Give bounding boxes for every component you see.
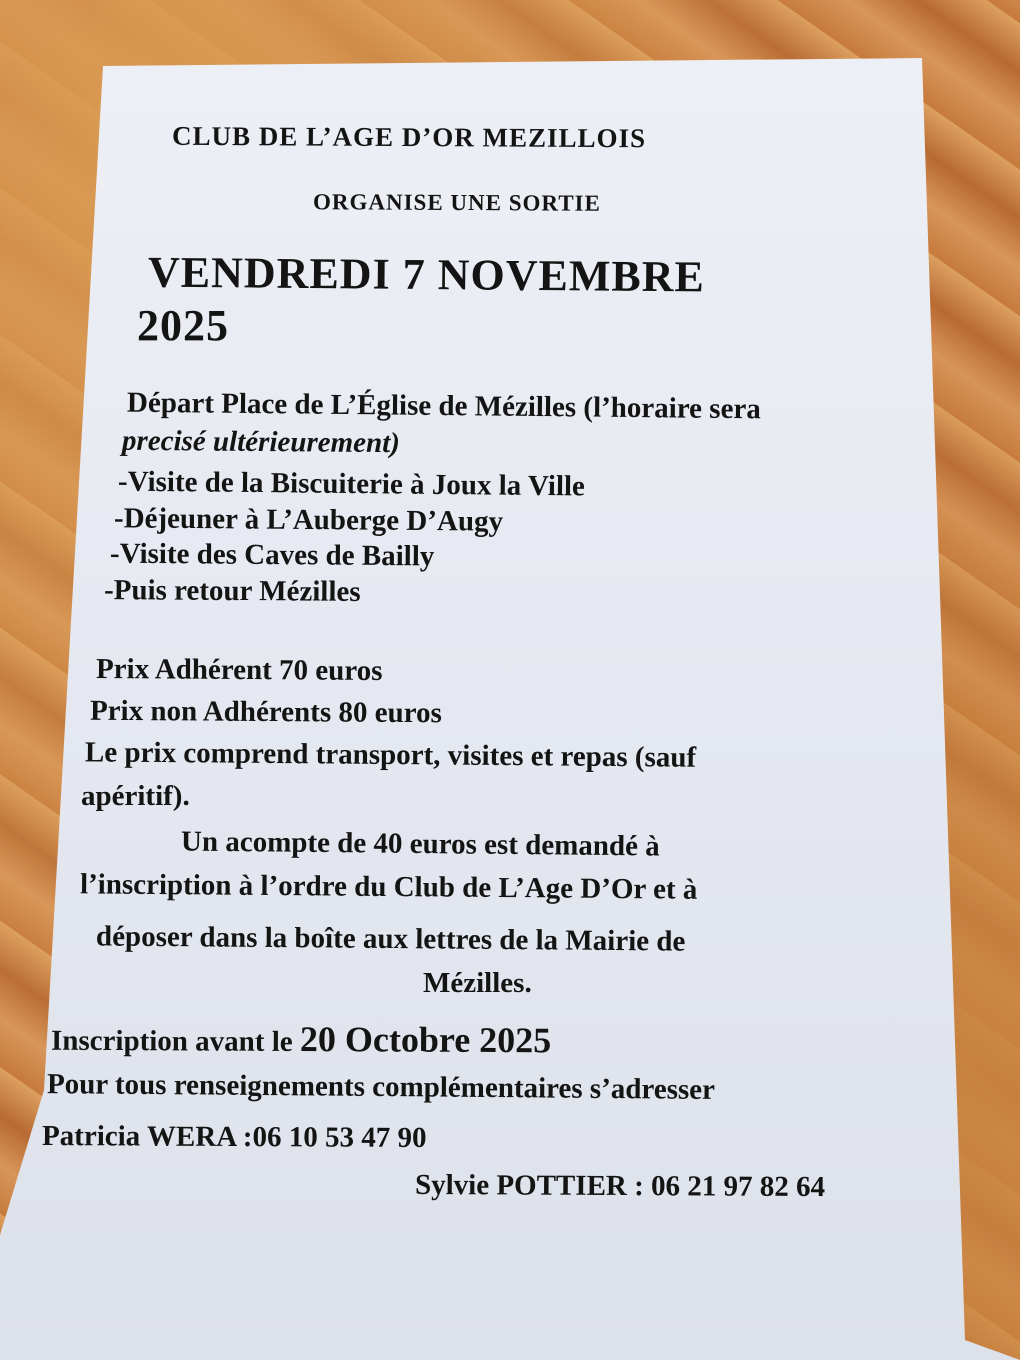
deposit-line: Mézilles. <box>423 967 532 999</box>
club-name: CLUB DE L’AGE D’OR MEZILLOIS <box>171 120 647 154</box>
price-includes-line1: Le prix comprend transport, visites et repas (sauf <box>84 736 697 774</box>
info-line: Pour tous renseignements complémentaires s’adresser <box>46 1068 716 1106</box>
registration-deadline <box>51 1020 551 1059</box>
deposit-line: Un acompte de 40 euros est demandé à <box>180 825 660 863</box>
itinerary-item: -Puis retour Mézilles <box>103 574 361 608</box>
contact-sylvie: Sylvie POTTIER : 06 21 97 82 64 <box>414 1168 826 1204</box>
price-non-member: Prix non Adhérents 80 euros <box>89 694 442 730</box>
event-date-line1: VENDREDI 7 NOVEMBRE <box>147 247 706 302</box>
itinerary-item: -Visite des Caves de Bailly <box>109 537 435 573</box>
contact-patricia: Patricia WERA :06 10 53 47 90 <box>41 1119 427 1155</box>
event-date-line2: 2025 <box>137 301 229 350</box>
itinerary-item: -Déjeuner à L’Auberge D’Augy <box>113 502 504 538</box>
registration-prefix: Inscription avant le <box>50 1024 301 1058</box>
registration-date: 20 Octobre 2025 <box>299 1018 552 1061</box>
price-includes-line2: apéritif). <box>81 780 190 812</box>
itinerary-item: -Visite de la Biscuiterie à Joux la Ville <box>117 465 586 503</box>
subtitle: ORGANISE UNE SORTIE <box>312 189 601 216</box>
price-member: Prix Adhérent 70 euros <box>95 653 383 687</box>
departure-line1: Départ Place de L’Église de Mézilles (l’horaire sera <box>126 386 761 426</box>
deposit-line: déposer dans la boîte aux lettres de la Mairie de <box>95 920 686 958</box>
departure-line2: precisé ultérieurement) <box>121 424 401 460</box>
deposit-line: l’inscription à l’ordre du Club de L’Age D’Or et à <box>79 868 698 906</box>
